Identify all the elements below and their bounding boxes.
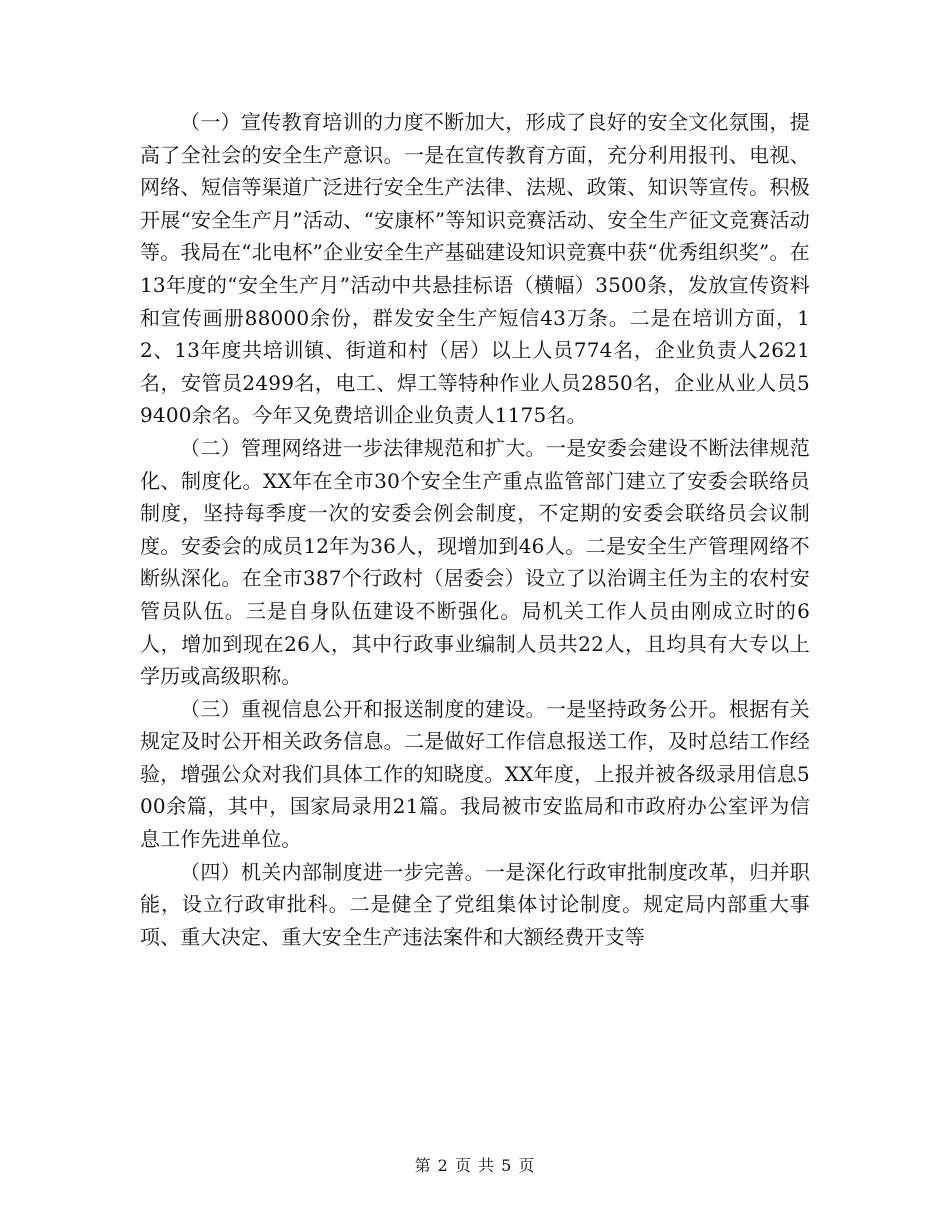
page-footer: 第 2 页 共 5 页 <box>414 1156 536 1175</box>
paragraph-internal-system: （四）机关内部制度进一步完善。一是深化行政审批制度改革，归并职能，设立行政审批科。二是健全了党组集体讨论制度。规定局内部重大事项、重大决定、重大安全生产违法案件和大额经费开支等 <box>140 859 810 949</box>
paragraph-publicity-training: （一）宣传教育培训的力度不断加大，形成了良好的安全文化氛围，提高了全社会的安全生产意识。一是在宣传教育方面，充分利用报刊、电视、网络、短信等渠道广泛进行安全生产法律、法规、政策、知识等宣传。积极开展“安全生产月”活动、“安康杯”等知识竞赛活动、安全生产征文竞赛活动等。我局在“北电杯”企业安全生产基础建设知识竞赛中获“优秀组织奖”。在13年度的“安全生产月”活动中共悬挂标语（横幅）3500条，发放宣传资料和宣传画册88000余份，群发安全生产短信43万条。二是在培训方面，12、13年度共培训镇、街道和村（居）以上人员774名，企业负责人2621名，安管员2499名，电工、焊工等特种作业人员2850名，企业从业人员59400余名。今年又免费培训企业负责人1175名。 <box>140 110 810 428</box>
paragraph-information-disclosure: （三）重视信息公开和报送制度的建设。一是坚持政务公开。根据有关规定及时公开相关政务信息。二是做好工作信息报送工作，及时总结工作经验，增强公众对我们具体工作的知晓度。XX年度，上报并被各级录用信息500余篇，其中，国家局录用21篇。我局被市安监局和市政府办公室评为信息工作先进单位。 <box>140 696 810 852</box>
document-body <box>140 106 810 953</box>
paragraph-management-network: （二）管理网络进一步法律规范和扩大。一是安委会建设不断法律规范化、制度化。XX年在全市30个安全生产重点监管部门建立了安委会联络员制度，坚持每季度一次的安委会例会制度，不定期的安委会联络员会议制度。安委会的成员12年为36人，现增加到46人。二是安全生产管理网络不断纵深化。在全市387个行政村（居委会）设立了以治调主任为主的农村安管员队伍。三是自身队伍建设不断强化。局机关工作人员由刚成立时的6人，增加到现在26人，其中行政事业编制人员共22人，且均具有大专以上学历或高级职称。 <box>140 435 810 689</box>
